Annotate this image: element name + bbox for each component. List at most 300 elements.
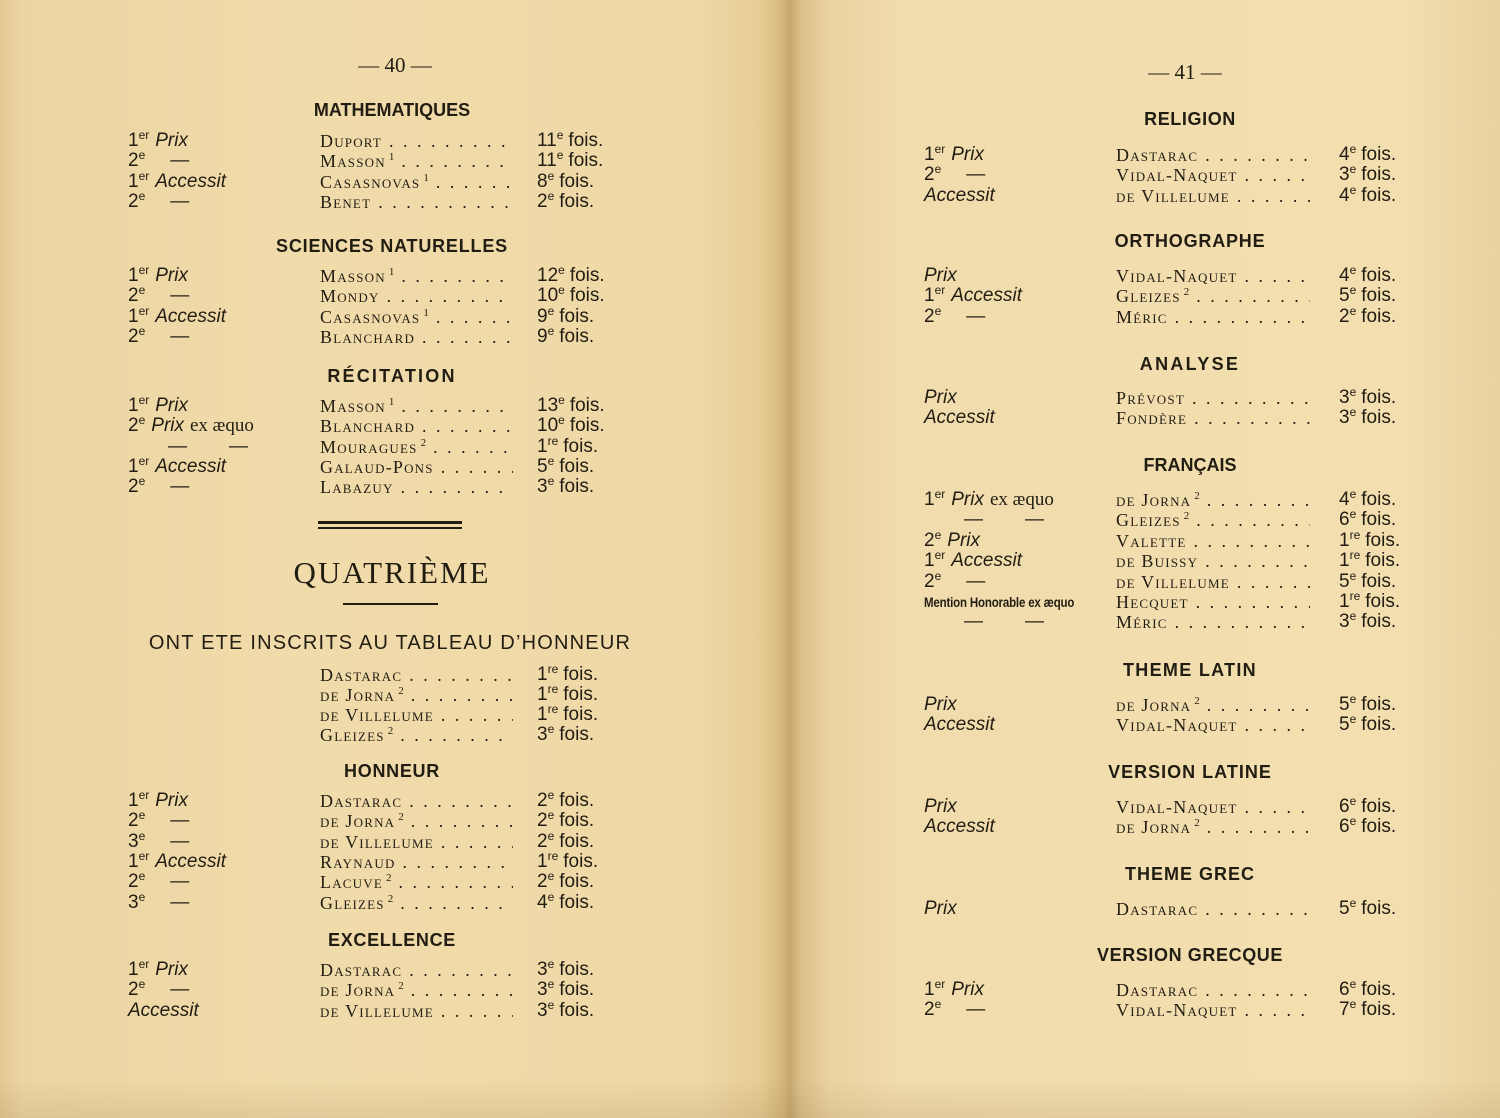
dot-leader [1230, 572, 1310, 592]
student-name-text: de Villelume [1116, 185, 1230, 206]
count-suffix: re [1349, 548, 1361, 563]
mention-label: Mention Honorable ex æquo [924, 594, 1075, 610]
rank-label [128, 790, 188, 812]
count-number: 1 [1339, 550, 1350, 572]
section-heading: MATHEMATIQUES [313, 100, 471, 120]
dot-leader [415, 327, 513, 347]
student-name [1116, 999, 1310, 1021]
rank-suffix: e [934, 303, 942, 318]
count-number: 2 [537, 810, 548, 832]
count-suffix: e [1349, 568, 1357, 583]
dot-leader [434, 457, 513, 477]
rank-number: 1 [924, 979, 935, 1000]
count-suffix: e [547, 788, 555, 802]
rank-label [924, 164, 985, 186]
times-count [537, 664, 598, 686]
student-name-text: Masson [320, 266, 386, 286]
fois-label: fois. [559, 476, 595, 498]
fois-label: fois. [563, 850, 599, 872]
dot-leader [1168, 307, 1310, 327]
count-number: 6 [1339, 796, 1350, 817]
result-row [790, 550, 1500, 572]
rank-type: Accessit [924, 184, 995, 206]
count-suffix: re [547, 662, 559, 676]
count-suffix: re [547, 848, 559, 863]
count-number: 6 [1339, 816, 1350, 838]
rank-number: 1 [128, 305, 139, 327]
count-number: 5 [1339, 714, 1350, 736]
result-row [790, 999, 1500, 1021]
rank-suffix: er [934, 487, 946, 501]
rank-number: 2 [128, 415, 139, 437]
count-number: 4 [1339, 144, 1350, 165]
rank-suffix: er [934, 142, 946, 156]
dot-leader [380, 286, 513, 306]
count-suffix: e [1349, 609, 1357, 624]
fois-label: fois. [559, 305, 595, 327]
count-suffix: e [1349, 692, 1357, 706]
fois-label: fois. [1365, 529, 1401, 551]
count-number: 1 [537, 435, 548, 457]
section-heading: VERSION LATINE [1108, 762, 1272, 782]
student-name [320, 415, 513, 437]
count-number: 3 [1339, 407, 1350, 429]
rank-type: — [170, 476, 190, 498]
count-number: 4 [1339, 265, 1350, 286]
times-count [1339, 694, 1396, 716]
dot-leader [1187, 408, 1310, 428]
count-number: 12 [537, 265, 559, 286]
rank-type: Accessit [128, 999, 199, 1021]
times-count [537, 130, 603, 152]
result-row [790, 509, 1500, 531]
student-name [320, 436, 513, 458]
rank-label [924, 898, 957, 920]
rank-number: 2 [128, 325, 139, 347]
count-number: 1 [537, 704, 548, 725]
footnote-mark: 1 [423, 306, 429, 319]
rank-number: 1 [128, 455, 139, 477]
student-name [1116, 550, 1310, 572]
fois-label: fois. [563, 684, 599, 705]
count-suffix: re [1349, 589, 1361, 603]
footnote-mark: 2 [398, 811, 404, 824]
times-count [1339, 591, 1400, 613]
times-count [1339, 568, 1397, 593]
rank-label [924, 591, 1107, 613]
result-row [0, 476, 790, 498]
times-count [1339, 164, 1396, 186]
fois-label: fois. [559, 999, 595, 1021]
rank-number: 2 [128, 285, 139, 307]
result-row [0, 303, 790, 328]
section-heading: HONNEUR [344, 761, 440, 781]
rank-type: Prix [924, 265, 957, 286]
result-row [790, 144, 1500, 166]
count-suffix: e [547, 957, 555, 971]
rank-suffix: e [138, 413, 146, 428]
count-suffix: e [1349, 814, 1357, 829]
rank-label [924, 387, 957, 409]
dot-leader [1230, 186, 1310, 206]
count-number: 3 [1339, 387, 1350, 408]
rank-label [924, 979, 984, 1001]
count-suffix: e [1349, 263, 1357, 277]
result-row [0, 168, 790, 193]
student-name-text: Galaud-Pons [320, 456, 434, 477]
result-row [0, 664, 790, 686]
fois-label: fois. [1361, 285, 1397, 307]
dot-leader [394, 396, 513, 416]
rank-type: Prix [951, 144, 984, 165]
count-suffix: e [1349, 977, 1357, 991]
double-rule-thick [318, 521, 462, 524]
student-name-text: Méric [1116, 306, 1168, 327]
count-suffix: e [547, 997, 555, 1012]
student-name-text: Vidal-Naquet [1116, 165, 1238, 186]
result-row [790, 568, 1500, 593]
rank-type: Accessit [924, 714, 995, 736]
rank-suffix: er [138, 957, 150, 971]
fois-label: fois. [568, 130, 604, 151]
count-number: 3 [537, 724, 548, 745]
rank-type: — [170, 190, 190, 212]
rank-suffix: er [934, 977, 946, 991]
dot-leader [1200, 817, 1310, 837]
class-title: QUATRIÈME [293, 555, 491, 590]
student-name-text: Mondy [320, 286, 380, 307]
student-name-text: Dastarac [320, 960, 403, 980]
rank-type: — [170, 285, 190, 307]
student-name-text: de Jorna [320, 811, 396, 832]
student-name [1116, 796, 1310, 818]
rank-suffix: e [138, 474, 146, 489]
rank-label [128, 415, 254, 437]
rank-suffix: e [138, 889, 146, 904]
student-name-text: de Jorna [1116, 817, 1192, 838]
count-number: 11 [537, 150, 557, 172]
rank-type: Prix [924, 796, 957, 817]
result-row [790, 489, 1500, 511]
times-count [1339, 303, 1397, 328]
rank-label [128, 979, 189, 1001]
fois-label: fois. [559, 455, 595, 477]
result-row [790, 265, 1500, 287]
rank-type: Prix [155, 130, 188, 151]
times-count [537, 959, 594, 981]
student-name-text: Vidal-Naquet [1116, 715, 1238, 736]
rank-suffix: er [138, 263, 150, 277]
count-suffix: e [558, 413, 565, 428]
count-number: 4 [1339, 184, 1350, 206]
fois-label: fois. [1361, 796, 1397, 817]
times-count [1339, 407, 1396, 429]
count-number: 5 [1339, 285, 1350, 307]
rank-suffix: e [934, 997, 942, 1012]
student-name [320, 395, 513, 417]
student-name-text: de Jorna [320, 980, 396, 1001]
rank-extra: ex æquo [989, 489, 1054, 510]
count-suffix: e [547, 474, 555, 489]
dot-leader [1200, 695, 1310, 715]
rank-suffix: e [138, 148, 146, 163]
times-count [537, 476, 594, 498]
rank-label [924, 999, 985, 1021]
right-page [790, 0, 1500, 1118]
page-number: — 41 — [1148, 60, 1222, 84]
rank-suffix: er [934, 548, 946, 563]
count-number: 10 [537, 285, 559, 307]
result-row [790, 979, 1500, 1001]
result-row [0, 150, 790, 172]
section-heading: EXCELLENCE [327, 930, 457, 950]
result-row [790, 303, 1500, 328]
dot-leader [396, 852, 513, 872]
fois-label: fois. [559, 871, 595, 893]
result-row [790, 714, 1500, 736]
fois-label: fois. [559, 724, 595, 745]
result-row [790, 407, 1500, 429]
student-name [320, 664, 513, 686]
rank-label [128, 188, 190, 213]
student-name [320, 456, 513, 478]
dot-leader [429, 307, 513, 327]
dot-leader [1189, 286, 1310, 306]
student-name [320, 892, 513, 914]
count-suffix: e [547, 722, 555, 736]
dot-leader [1168, 612, 1310, 632]
student-name-text: Gleizes [1116, 286, 1181, 307]
count-suffix: e [558, 393, 565, 407]
student-name [1116, 489, 1310, 511]
student-name [320, 326, 513, 348]
rank-suffix: er [138, 788, 150, 802]
count-number: 1 [537, 850, 548, 872]
rank-type: Accessit [155, 170, 226, 192]
count-suffix: e [547, 303, 555, 318]
student-name-text: Lacuve [320, 872, 383, 893]
rank-type: — [1025, 611, 1044, 633]
times-count [537, 724, 594, 746]
rank-label [924, 714, 995, 736]
rank-label [128, 476, 189, 498]
section-heading: RÉCITATION [327, 366, 457, 386]
rank-label [128, 889, 190, 914]
dot-leader [1238, 715, 1311, 735]
count-number: 3 [537, 999, 548, 1021]
dot-leader [1198, 551, 1310, 571]
rank-type: — [170, 325, 190, 347]
times-count [537, 790, 594, 812]
rank-number: 1 [128, 959, 139, 980]
rank-type: Prix [924, 898, 957, 919]
times-count [1339, 714, 1396, 736]
footnote-mark: 2 [420, 436, 427, 449]
dot-leader [1238, 266, 1311, 286]
count-number: 1 [537, 684, 548, 705]
times-count [1339, 265, 1396, 287]
times-count [537, 453, 595, 478]
rank-type: — [1025, 509, 1044, 531]
result-row [790, 527, 1500, 552]
count-suffix: e [1349, 162, 1357, 177]
result-row [790, 164, 1500, 186]
count-number: 2 [537, 871, 548, 893]
dot-leader [434, 1001, 513, 1021]
student-name [1116, 387, 1310, 409]
rank-label [924, 303, 986, 328]
times-count [537, 871, 594, 893]
fois-label: fois. [559, 830, 595, 852]
dot-leader [1200, 490, 1310, 510]
dot-leader [394, 266, 513, 286]
count-number: 2 [1339, 305, 1350, 327]
count-suffix: e [1349, 896, 1357, 910]
student-name-text: Méric [1116, 612, 1168, 633]
rank-label [924, 185, 995, 207]
section-heading: ANALYSE [1139, 354, 1241, 374]
fois-label: fois. [559, 810, 595, 832]
count-number: 7 [1339, 999, 1350, 1021]
rank-type: Accessit [951, 550, 1022, 572]
fois-label: fois. [559, 190, 595, 212]
times-count [537, 979, 594, 1001]
result-row [0, 979, 790, 1001]
student-name [1116, 898, 1310, 920]
count-suffix: e [556, 128, 564, 142]
fois-label: fois. [1361, 509, 1397, 531]
student-name-text: Vidal-Naquet [1116, 1000, 1238, 1021]
student-name-text: Raynaud [320, 851, 396, 872]
student-name [1116, 144, 1310, 166]
rank-type: Prix [155, 265, 188, 286]
count-suffix: e [1349, 712, 1357, 727]
fois-label: fois. [1361, 999, 1397, 1021]
count-suffix: e [547, 869, 555, 884]
rank-type: — [170, 871, 190, 893]
rank-type: Prix [155, 959, 188, 980]
rank-label [128, 810, 189, 832]
rank-suffix: e [934, 527, 942, 542]
fois-label: fois. [568, 150, 604, 172]
footnote-mark: 2 [1183, 286, 1190, 299]
rank-number: 2 [924, 305, 935, 327]
dot-leader [1198, 899, 1310, 919]
times-count [1339, 796, 1396, 818]
student-name-text: Vidal-Naquet [1116, 797, 1238, 817]
student-name [320, 150, 513, 172]
student-name-text: Duport [320, 131, 383, 151]
rank-label [128, 871, 189, 893]
result-row [0, 704, 790, 726]
fois-label: fois. [1365, 591, 1401, 612]
student-name [1116, 164, 1310, 186]
count-number: 10 [537, 415, 559, 437]
dot-leader [394, 151, 513, 171]
rank-number: 1 [924, 285, 935, 307]
rank-number: 3 [128, 830, 139, 852]
rank-type: Prix [924, 387, 957, 408]
result-row [790, 387, 1500, 409]
rank-label [924, 694, 957, 716]
fois-label: fois. [569, 265, 605, 286]
result-row [790, 285, 1500, 307]
result-row [0, 130, 790, 152]
rank-number: 2 [128, 150, 139, 172]
rank-suffix: e [934, 162, 942, 177]
dot-leader [429, 172, 513, 192]
count-suffix: e [547, 168, 555, 183]
dot-leader [434, 832, 513, 852]
fois-label: fois. [569, 415, 605, 437]
student-name-text: Dastarac [320, 791, 403, 811]
double-rule-thin [318, 527, 462, 529]
student-name-text: de Buissy [1116, 551, 1199, 572]
footnote-mark: 2 [385, 872, 392, 885]
dot-leader [1198, 980, 1310, 1000]
footnote-mark: 1 [388, 151, 395, 164]
student-name [320, 265, 513, 287]
rank-number: 1 [128, 395, 139, 416]
fois-label: fois. [1361, 265, 1397, 286]
rank-suffix: e [138, 283, 146, 298]
result-row [0, 848, 790, 873]
fois-label: fois. [563, 664, 599, 685]
rank-label [128, 130, 188, 152]
times-count [537, 188, 595, 213]
student-name-text: Fondère [1116, 408, 1188, 429]
rank-type: — [170, 810, 190, 832]
fois-label: fois. [1361, 387, 1397, 408]
times-count [1339, 285, 1396, 307]
result-row [0, 684, 790, 706]
count-number: 1 [537, 664, 548, 685]
rank-number: 2 [924, 570, 935, 592]
dot-leader [394, 477, 513, 497]
times-count [1339, 489, 1396, 511]
student-name [1116, 285, 1310, 307]
rank-number: 1 [924, 550, 935, 572]
student-name-text: Dastarac [1116, 899, 1199, 919]
rank-type: Accessit [155, 305, 226, 327]
rank-type: — [170, 830, 190, 852]
count-suffix: e [547, 453, 555, 468]
fois-label: fois. [1361, 489, 1397, 510]
footnote-mark: 2 [398, 980, 404, 993]
dot-leader [1185, 388, 1310, 408]
rank-label [924, 796, 957, 818]
fois-label: fois. [1361, 570, 1397, 592]
times-count [537, 889, 595, 914]
student-name-text: de Villelume [1116, 571, 1230, 592]
rank-type: — [966, 164, 986, 186]
result-row [790, 816, 1500, 838]
times-count [537, 828, 595, 853]
count-number: 3 [537, 959, 548, 980]
dot-leader [1187, 531, 1311, 551]
result-row [0, 889, 790, 914]
count-suffix: e [1349, 487, 1357, 501]
result-row [0, 323, 790, 348]
student-name-text: Blanchard [320, 416, 416, 437]
count-suffix: e [547, 808, 555, 823]
count-number: 5 [1339, 570, 1350, 592]
count-suffix: e [1349, 794, 1357, 808]
fois-label: fois. [559, 170, 595, 192]
dot-leader [391, 872, 513, 892]
rank-number: 1 [924, 489, 935, 510]
result-row [0, 810, 790, 832]
